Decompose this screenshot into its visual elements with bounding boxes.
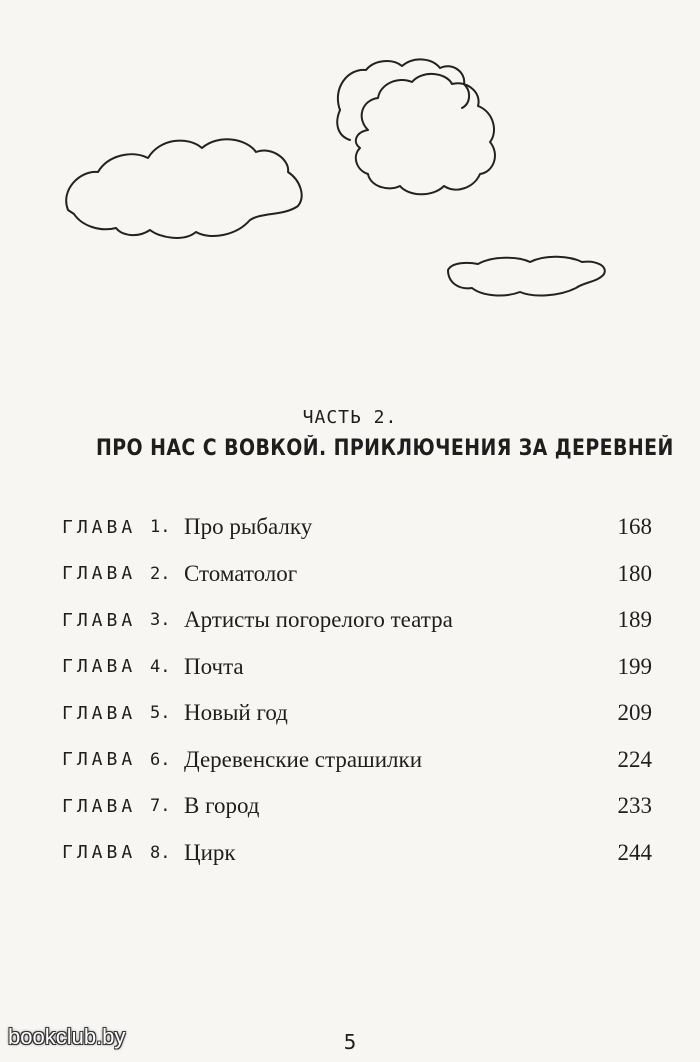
cloud-left xyxy=(66,139,301,238)
chapter-number: 5. xyxy=(150,703,171,724)
chapter-page: 189 xyxy=(617,607,652,633)
cloud-back-lower xyxy=(337,110,350,140)
chapter-number: 1. xyxy=(150,517,171,538)
toc-entry xyxy=(62,551,652,598)
chapter-number: 2. xyxy=(150,563,171,584)
chapter-word: ГЛАВА xyxy=(62,516,137,538)
chapter-page: 233 xyxy=(617,793,652,819)
chapter-page: 209 xyxy=(617,700,652,726)
chapter-title: Новый год xyxy=(184,700,288,726)
cloud-back xyxy=(338,59,469,110)
chapter-page: 199 xyxy=(617,653,652,679)
chapter-number: 6. xyxy=(150,749,171,770)
chapter-title: Цирк xyxy=(184,839,236,865)
chapter-number: 3. xyxy=(150,610,171,631)
chapter-page: 244 xyxy=(617,839,652,865)
chapter-title: Артисты погорелого театра xyxy=(184,607,453,633)
chapter-title: Стоматолог xyxy=(184,560,298,586)
chapter-title: Про рыбалку xyxy=(184,514,313,540)
chapter-page: 224 xyxy=(617,746,652,772)
watermark: bookclub.by xyxy=(8,1024,126,1049)
chapter-number: 7. xyxy=(150,796,171,817)
chapter-page: 180 xyxy=(617,560,652,586)
toc-entry xyxy=(62,783,652,830)
toc-entry xyxy=(62,597,652,644)
toc-entry xyxy=(62,504,652,551)
chapter-word: ГЛАВА xyxy=(62,842,137,864)
part-title: ПРО НАС С ВОВКОЙ. ПРИКЛЮЧЕНИЯ ЗА ДЕРЕВНЕЙ xyxy=(96,436,674,461)
chapter-title: В город xyxy=(184,793,260,819)
part-label: ЧАСТЬ 2. xyxy=(302,407,398,428)
toc-entry xyxy=(62,830,652,877)
chapter-word: ГЛАВА xyxy=(62,609,137,631)
chapter-word: ГЛАВА xyxy=(62,656,137,678)
cloud-front xyxy=(356,74,495,194)
chapter-number: 4. xyxy=(150,656,171,677)
page-number: 5 xyxy=(343,1030,357,1054)
chapter-number: 8. xyxy=(150,842,171,863)
chapter-page: 168 xyxy=(617,514,652,540)
chapter-word: ГЛАВА xyxy=(62,563,137,585)
toc-entry xyxy=(62,644,652,691)
chapter-word: ГЛАВА xyxy=(62,749,137,771)
chapter-title: Деревенские страшилки xyxy=(184,746,423,772)
toc-entry xyxy=(62,690,652,737)
table-of-contents xyxy=(62,504,652,876)
chapter-word: ГЛАВА xyxy=(62,795,137,817)
clouds-illustration xyxy=(0,0,700,320)
cloud-right xyxy=(448,257,605,296)
toc-entry xyxy=(62,737,652,784)
chapter-title: Почта xyxy=(184,653,244,679)
chapter-word: ГЛАВА xyxy=(62,702,137,724)
